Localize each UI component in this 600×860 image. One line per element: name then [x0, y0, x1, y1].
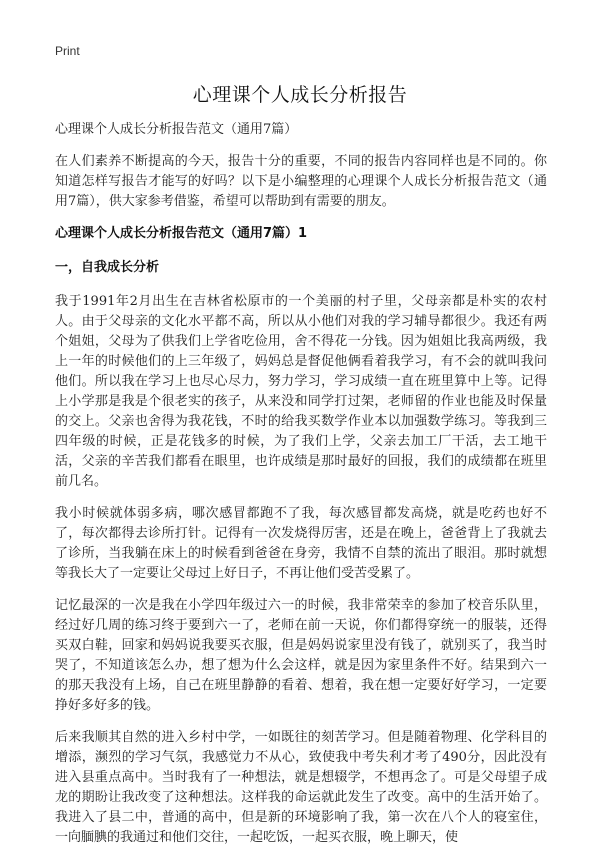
body-paragraph: 我小时候就体弱多病，哪次感冒都跑不了我，每次感冒都发高烧，就是吃药也好不了，每次都得去诊所打针。记得有一次发烧得厉害，还是在晚上，爸爸背上了我就去了诊所，当我躺在床上的时候看到爸爸在身旁，我情不自禁的流出了眼泪。那时就想等我长大了一定要让父母过上好日子，不再让他们受苦受累了。 [55, 506, 547, 581]
section-heading: 心理课个人成长分析报告范文（通用7篇）1 [55, 226, 308, 241]
body-paragraph: 记忆最深的一次是我在小学四年级过六一的时候，我非常荣幸的参加了校音乐队里，经过好几周的练习终于要到六一了，老师在前一天说，你们都得穿统一的服装，还得买双白鞋，回家和妈妈说我要买衣服，但是妈妈说家里没有钱了，就别买了，我当时哭了，不知道该怎么办，想了想为什么会这样，就是因为家里条件不好。结果到六一的那天我没有上场，自己在班里静静的看着、想着，我在想一定要好好学习，一定要挣好多好多的钱。 [55, 598, 547, 713]
sub-heading: 一，自我成长分析 [55, 260, 160, 275]
body-paragraph: 后来我顺其自然的进入乡村中学，一如既往的刻苦学习。但是随着物理、化学科目的增添，濒烈的学习气氛，我感觉力不从心，致使我中考失利才考了490分，因此没有进入县重点高中。当时我有了一种想法，就是想辍学，不想再念了。可是父母望子成龙的期盼让我改变了这种想法。这样我的命运就此发生了改变。高中的生活开始了。我进入了县二中，普通的高中，但是新的环境影响了我，第一次在八个人的寝室住，一向腼腆的我通过和他们交往，一起吃饭，一起买衣服，晚上聊天，使 [55, 730, 547, 845]
document-subtitle: 心理课个人成长分析报告范文（通用7篇） [55, 122, 298, 137]
document-body [55, 120, 547, 860]
intro-paragraph: 在人们素养不断提高的今天，报告十分的重要，不同的报告内容同样也是不同的。你知道怎样写报告才能写的好吗？以下是小编整理的心理课个人成长分析报告范文（通用7篇），供大家参考借鉴，希望可以帮助到有需要的朋友。 [55, 154, 547, 209]
print-label[interactable]: Print [55, 44, 80, 58]
document-title: 心理课个人成长分析报告 [192, 84, 408, 106]
body-paragraph: 我于1991年2月出生在吉林省松原市的一个美丽的村子里，父母亲都是朴实的农村人。由于父母亲的文化水平都不高，所以从小他们对我的学习辅导都很少。我还有两个姐姐，父母为了供我们上学省吃俭用，舍不得花一分钱。因为姐姐比我高两级，我上一年的时候他们的上三年级了，妈妈总是督促他俩看着我学习，有不会的就叫我问他们。所以我在学习上也尽心尽力，努力学习，学习成绩一直在班里算中上等。记得上小学那是我是个很老实的孩子，从来没和同学打过架，老师留的作业也能及时保量的交上。父亲也舍得为我花钱，不时的给我买数学作业本以加强数学练习。等我到三四年级的时候，正是花钱多的时候，为了我们上学，父亲去加工厂干活，去工地干活，父亲的辛苦我们都看在眼里，也许成绩是那时最好的回报，我们的成绩都在班里前几名。 [55, 294, 547, 489]
